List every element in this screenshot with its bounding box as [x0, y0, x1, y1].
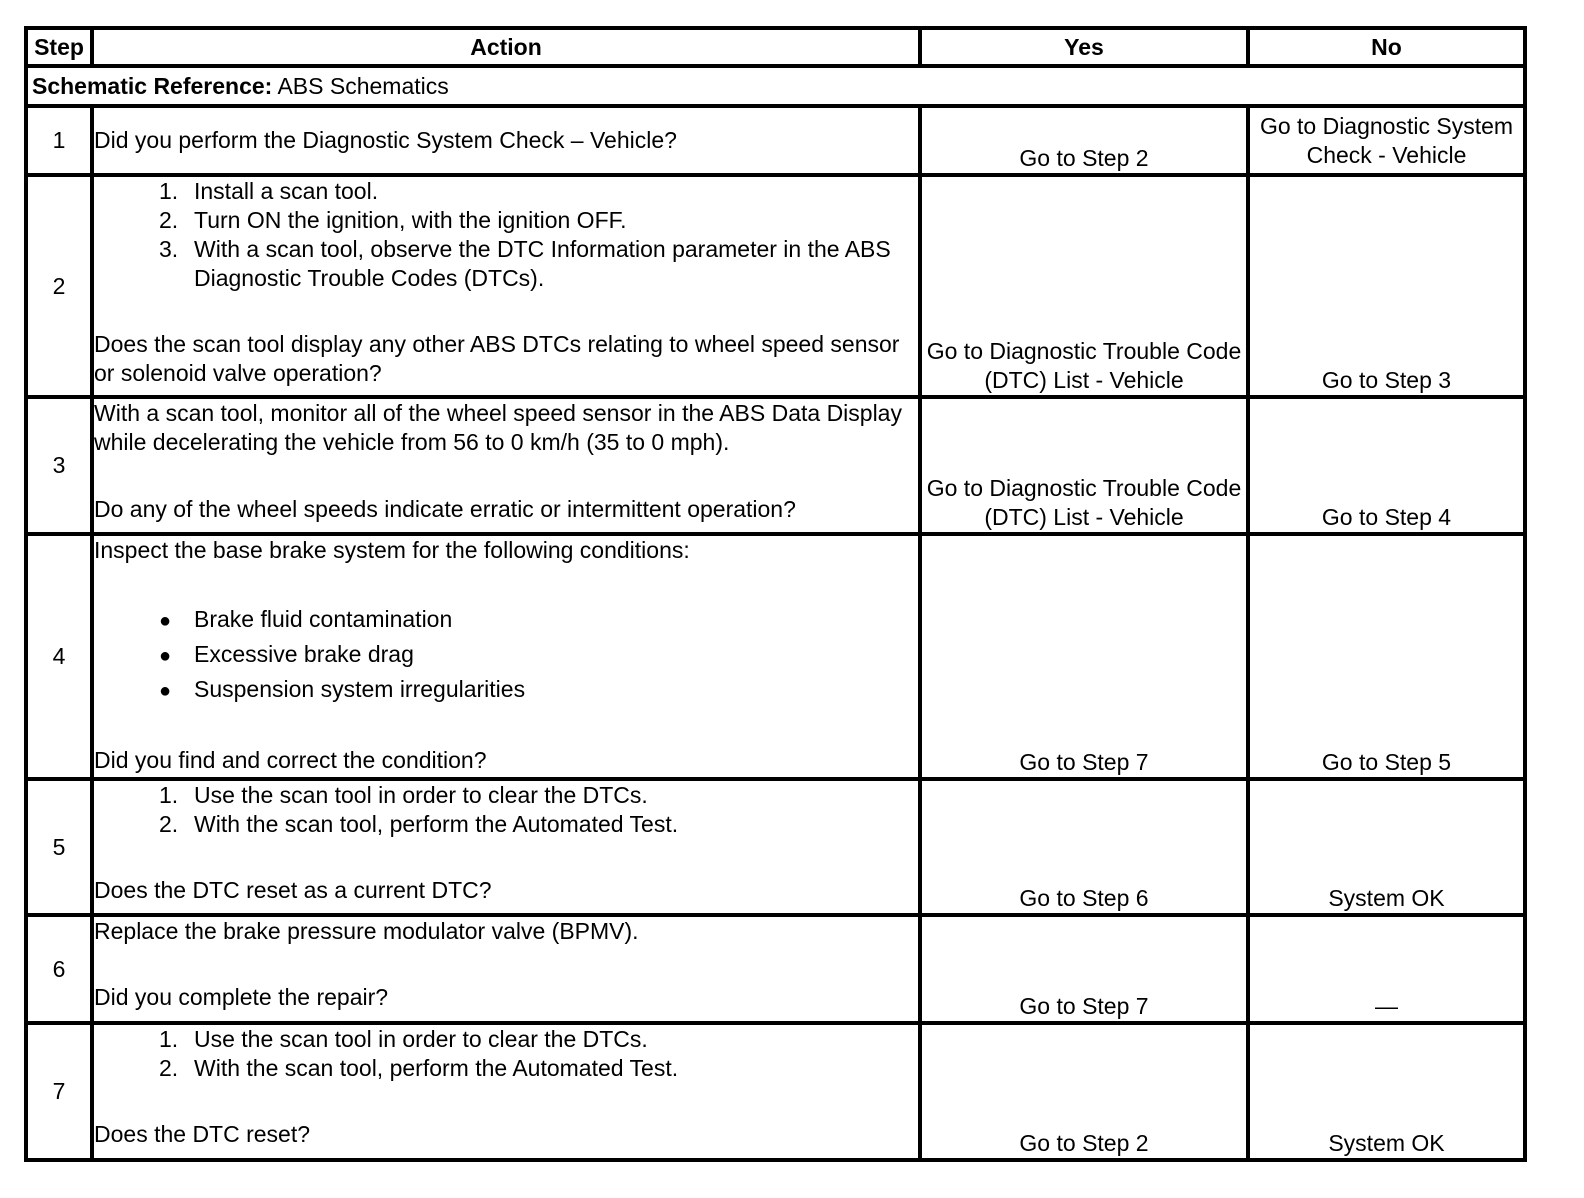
- list-item: [94, 605, 918, 636]
- list-item: [94, 640, 918, 671]
- list-item: [94, 675, 918, 706]
- list-item-text: Install a scan tool.: [194, 178, 379, 204]
- list-item-text: Use the scan tool in order to clear the DTCs.: [194, 782, 648, 808]
- table-row: [26, 779, 1525, 915]
- step-number: 1: [26, 106, 92, 175]
- step-number: 5: [26, 779, 92, 915]
- list-item: [94, 206, 918, 235]
- list-item-text: Excessive brake drag: [194, 641, 414, 667]
- action-question: Does the DTC reset as a current DTC?: [94, 877, 492, 903]
- list-item-text: Suspension system irregularities: [194, 676, 526, 702]
- action-cell: [92, 1023, 920, 1160]
- list-item-text: With the scan tool, perform the Automated Test.: [194, 811, 679, 837]
- numbered-list: [94, 177, 918, 293]
- step-number: 3: [26, 397, 92, 534]
- no-cell: System OK: [1248, 1023, 1525, 1160]
- list-item: [94, 810, 918, 839]
- action-cell: [92, 779, 920, 915]
- action-intro: Replace the brake pressure modulator valve (BPMV).: [94, 918, 639, 944]
- schematic-reference-row: [26, 66, 1525, 106]
- list-marker: 1.: [159, 178, 179, 204]
- header-step: Step: [26, 28, 92, 66]
- list-marker: 1.: [159, 782, 179, 808]
- list-item-text: With the scan tool, perform the Automated Test.: [194, 1055, 679, 1081]
- list-item-text: Brake fluid contamination: [194, 606, 453, 632]
- list-item-text: With a scan tool, observe the DTC Information parameter in the ABS Diagnostic Trouble Codes (DTCs).: [194, 236, 891, 291]
- yes-cell: Go to Step 6: [920, 779, 1248, 915]
- action-cell: [92, 534, 920, 779]
- yes-cell: Go to Diagnostic Trouble Code (DTC) List - Vehicle: [920, 397, 1248, 534]
- list-item: [94, 781, 918, 810]
- list-item: [94, 1025, 918, 1054]
- yes-cell: Go to Step 2: [920, 1023, 1248, 1160]
- no-cell: Go to Step 5: [1248, 534, 1525, 779]
- header-action: Action: [92, 28, 920, 66]
- action-question: Does the scan tool display any other ABS DTCs relating to wheel speed sensor or solenoid valve operation?: [94, 331, 900, 386]
- action-cell: [92, 397, 920, 534]
- action-cell: [92, 106, 920, 175]
- yes-cell: Go to Step 7: [920, 915, 1248, 1023]
- diagnostic-table: [24, 26, 1527, 1162]
- no-cell: Go to Step 4: [1248, 397, 1525, 534]
- list-item: [94, 177, 918, 206]
- list-item-text: Turn ON the ignition, with the ignition OFF.: [194, 207, 627, 233]
- table-row: [26, 175, 1525, 397]
- schematic-reference: [26, 66, 1525, 106]
- table-row: [26, 397, 1525, 534]
- list-marker: 2.: [159, 811, 179, 837]
- bullet-list: [94, 605, 918, 706]
- action-intro: With a scan tool, monitor all of the wheel speed sensor in the ABS Data Display while decelerating the vehicle from 56 to 0 km/h (35 to 0 mph).: [94, 400, 902, 455]
- header-no: No: [1248, 28, 1525, 66]
- step-number: 6: [26, 915, 92, 1023]
- no-cell: —: [1248, 915, 1525, 1023]
- action-cell: [92, 175, 920, 397]
- schematic-value: ABS Schematics: [272, 72, 449, 99]
- action-cell: [92, 915, 920, 1023]
- step-number: 7: [26, 1023, 92, 1160]
- action-question: Did you complete the repair?: [94, 984, 389, 1010]
- bullet-marker: ●: [159, 610, 172, 632]
- header-yes: Yes: [920, 28, 1248, 66]
- list-marker: 1.: [159, 1026, 179, 1052]
- table-row: [26, 915, 1525, 1023]
- action-question: Did you perform the Diagnostic System Check – Vehicle?: [94, 127, 677, 153]
- yes-cell: Go to Step 2: [920, 106, 1248, 175]
- step-number: 2: [26, 175, 92, 397]
- table-row: [26, 534, 1525, 779]
- no-cell: Go to Step 3: [1248, 175, 1525, 397]
- numbered-list: [94, 1025, 918, 1083]
- bullet-marker: ●: [159, 645, 172, 667]
- table-row: [26, 106, 1525, 175]
- header-row: [26, 28, 1525, 66]
- bullet-marker: ●: [159, 680, 172, 702]
- list-item: [94, 1054, 918, 1083]
- yes-cell: Go to Diagnostic Trouble Code (DTC) List - Vehicle: [920, 175, 1248, 397]
- action-intro: Inspect the base brake system for the following conditions:: [94, 537, 690, 563]
- list-item: [94, 235, 918, 293]
- list-marker: 2.: [159, 207, 179, 233]
- action-question: Does the DTC reset?: [94, 1121, 311, 1147]
- action-question: Do any of the wheel speeds indicate erratic or intermittent operation?: [94, 496, 796, 522]
- schematic-label: Schematic Reference:: [32, 72, 273, 99]
- no-cell: System OK: [1248, 779, 1525, 915]
- no-cell: Go to Diagnostic System Check - Vehicle: [1248, 106, 1525, 175]
- list-item-text: Use the scan tool in order to clear the DTCs.: [194, 1026, 648, 1052]
- step-number: 4: [26, 534, 92, 779]
- numbered-list: [94, 781, 918, 839]
- table-row: [26, 1023, 1525, 1160]
- yes-cell: Go to Step 7: [920, 534, 1248, 779]
- list-marker: 2.: [159, 1055, 179, 1081]
- list-marker: 3.: [159, 236, 179, 262]
- action-question: Did you find and correct the condition?: [94, 747, 487, 773]
